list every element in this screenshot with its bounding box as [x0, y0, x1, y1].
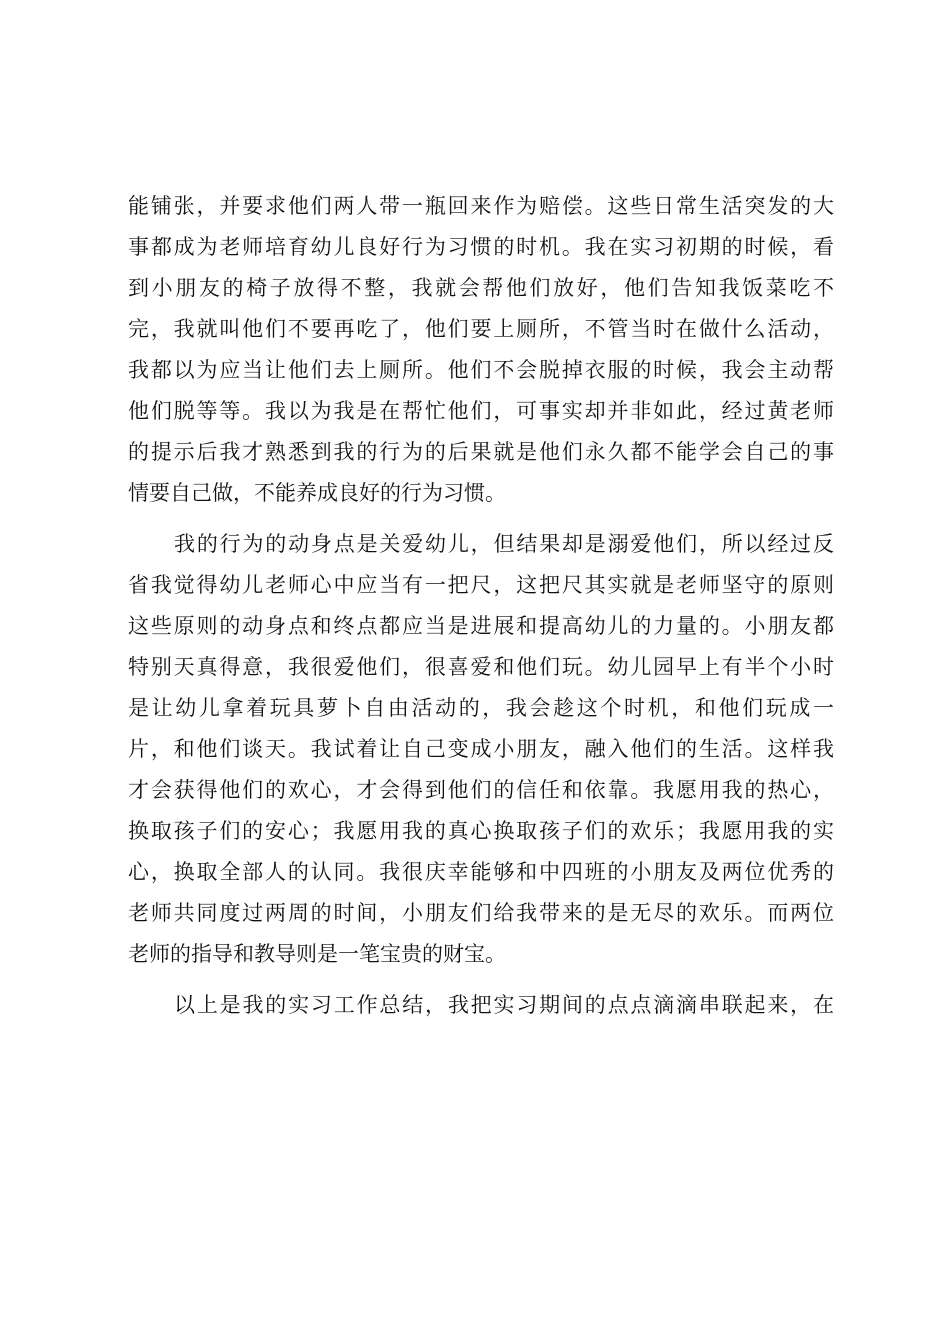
- text-line: 事都成为老师培育幼儿良好行为习惯的时机。我在实习初期的时候，看: [128, 235, 834, 259]
- text-line: 特别天真得意，我很爱他们，很喜爱和他们玩。幼儿园早上有半个小时: [128, 655, 834, 679]
- text-line: 心，换取全部人的认同。我很庆幸能够和中四班的小朋友及两位优秀的: [128, 860, 834, 884]
- paragraph-2: [128, 524, 834, 975]
- text-line: 到小朋友的椅子放得不整，我就会帮他们放好，他们告知我饭菜吃不: [128, 276, 834, 300]
- text-line: 老师的指导和教导则是一笔宝贵的财宝。: [128, 942, 506, 966]
- text-line: 省我觉得幼儿老师心中应当有一把尺，这把尺其实就是老师坚守的原则: [128, 573, 834, 597]
- text-line: 的提示后我才熟悉到我的行为的后果就是他们永久都不能学会自己的事: [128, 440, 834, 464]
- paragraph-1: [128, 186, 834, 514]
- text-line: 以上是我的实习工作总结，我把实习期间的点点滴滴串联起来，在: [174, 993, 834, 1017]
- text-line: 老师共同度过两周的时间，小朋友们给我带来的是无尽的欢乐。而两位: [128, 901, 834, 925]
- text-line: 完，我就叫他们不要再吃了，他们要上厕所，不管当时在做什么活动，: [128, 317, 834, 341]
- text-line: 换取孩子们的安心；我愿用我的真心换取孩子们的欢乐；我愿用我的实: [128, 819, 834, 843]
- paragraph-gap: [128, 514, 834, 524]
- paragraph-3: [128, 985, 834, 1026]
- text-line: 我都以为应当让他们去上厕所。他们不会脱掉衣服的时候，我会主动帮: [128, 358, 834, 382]
- text-line: 能铺张，并要求他们两人带一瓶回来作为赔偿。这些日常生活突发的大: [128, 194, 834, 218]
- text-line: 才会获得他们的欢心，才会得到他们的信任和依靠。我愿用我的热心，: [128, 778, 834, 802]
- text-line: 片，和他们谈天。我试着让自己变成小朋友，融入他们的生活。这样我: [128, 737, 834, 761]
- body-text: [128, 186, 834, 1026]
- paragraph-gap: [128, 975, 834, 985]
- text-line: 他们脱等等。我以为我是在帮忙他们，可事实却并非如此，经过黄老师: [128, 399, 834, 423]
- text-line: 情要自己做，不能养成良好的行为习惯。: [128, 481, 506, 505]
- text-line: 这些原则的动身点和终点都应当是进展和提高幼儿的力量的。小朋友都: [128, 614, 834, 638]
- text-line: 我的行为的动身点是关爱幼儿，但结果却是溺爱他们，所以经过反: [174, 532, 834, 556]
- text-line: 是让幼儿拿着玩具萝卜自由活动的，我会趁这个时机，和他们玩成一: [128, 696, 834, 720]
